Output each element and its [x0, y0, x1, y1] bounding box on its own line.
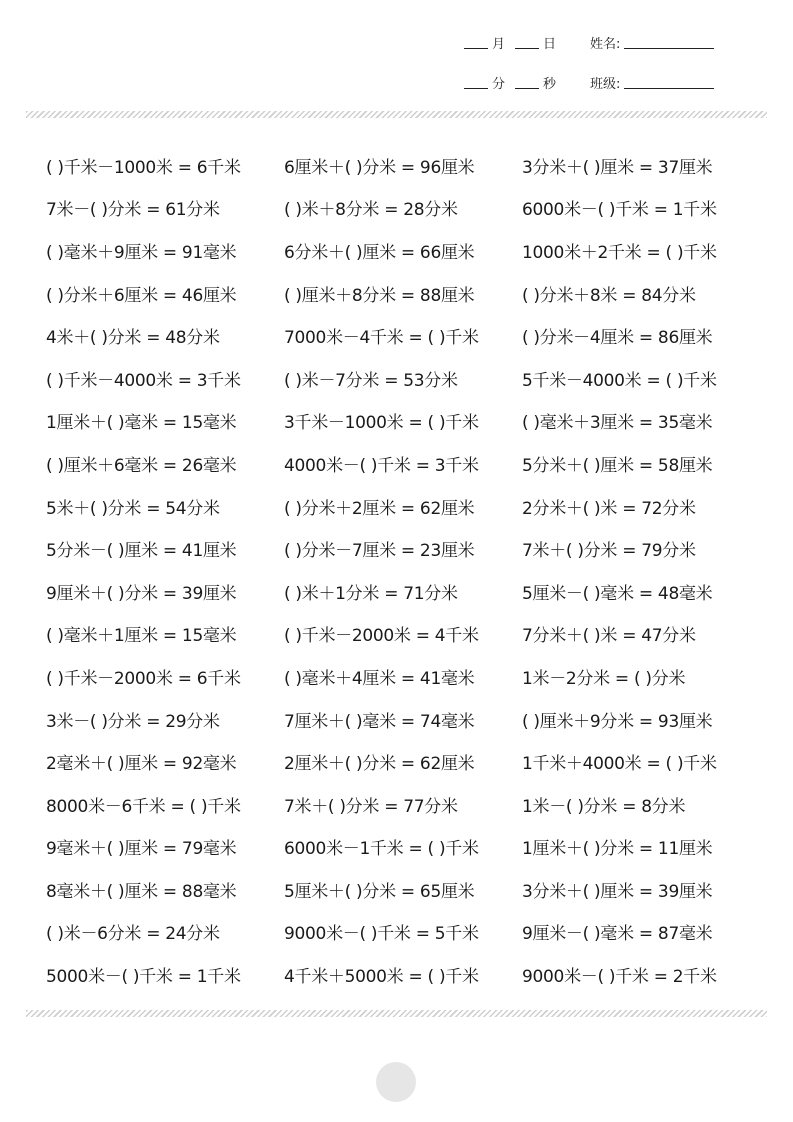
day-blank[interactable] — [515, 36, 539, 49]
problem-item: 6000米－1千米 = ( )千米 — [284, 839, 479, 860]
problem-item: 5分米－( )厘米 = 41厘米 — [46, 541, 237, 562]
problem-item: 8000米－6千米 = ( )千米 — [46, 796, 241, 817]
problem-item: ( )千米－2000米 = 4千米 — [284, 626, 479, 647]
problem-item: 5千米－4000米 = ( )千米 — [522, 370, 717, 391]
problem-item: ( )米＋8分米 = 28分米 — [284, 200, 458, 221]
problem-item: 4000米－( )千米 = 3千米 — [284, 455, 479, 476]
problem-item: 1千米＋4000米 = ( )千米 — [522, 754, 717, 775]
problem-item: ( )千米－1000米 = 6千米 — [46, 157, 241, 178]
problem-item: 7厘米＋( )毫米 = 74毫米 — [284, 711, 475, 732]
problem-item: 1米－2分米 = ( )分米 — [522, 668, 686, 689]
problem-item: 3分米＋( )厘米 = 39厘米 — [522, 881, 713, 902]
problem-item: 3千米－1000米 = ( )千米 — [284, 413, 479, 434]
second-blank[interactable] — [515, 76, 539, 89]
problem-item: 7米－( )分米 = 61分米 — [46, 200, 220, 221]
problem-item: ( )毫米＋9厘米 = 91毫米 — [46, 242, 237, 263]
problem-item: 7000米－4千米 = ( )千米 — [284, 328, 479, 349]
class-label: 班级: — [590, 77, 621, 92]
day-label: 日 — [543, 37, 557, 52]
problem-item: 9毫米＋( )厘米 = 79毫米 — [46, 839, 237, 860]
top-divider — [26, 111, 767, 118]
problem-item: 4米＋( )分米 = 48分米 — [46, 328, 220, 349]
problem-item: 7分米＋( )米 = 47分米 — [522, 626, 696, 647]
problem-item: 1厘米＋( )毫米 = 15毫米 — [46, 413, 237, 434]
problem-item: ( )分米＋8米 = 84分米 — [522, 285, 696, 306]
problem-item: ( )毫米＋1厘米 = 15毫米 — [46, 626, 237, 647]
problem-item: 5米＋( )分米 = 54分米 — [46, 498, 220, 519]
problem-grid — [46, 144, 766, 996]
bottom-divider — [26, 1010, 767, 1017]
problem-item: 2分米＋( )米 = 72分米 — [522, 498, 696, 519]
problem-item: 9000米－( )千米 = 5千米 — [284, 924, 479, 945]
problem-item: 6厘米＋( )分米 = 96厘米 — [284, 157, 475, 178]
problem-item: 9厘米－( )毫米 = 87毫米 — [522, 924, 713, 945]
problem-item: ( )分米＋6厘米 = 46厘米 — [46, 285, 237, 306]
problem-item: 2厘米＋( )分米 = 62厘米 — [284, 754, 475, 775]
problem-item: ( )千米－2000米 = 6千米 — [46, 668, 241, 689]
problem-item: 7米＋( )分米 = 77分米 — [284, 796, 458, 817]
minute-label: 分 — [492, 77, 506, 92]
problem-item: ( )厘米＋9分米 = 93厘米 — [522, 711, 713, 732]
problem-item: ( )毫米＋4厘米 = 41毫米 — [284, 668, 475, 689]
problem-item: 3分米＋( )厘米 = 37厘米 — [522, 157, 713, 178]
problem-item: 5厘米－( )毫米 = 48毫米 — [522, 583, 713, 604]
month-blank[interactable] — [464, 36, 488, 49]
minute-blank[interactable] — [464, 76, 488, 89]
problem-item: 3米－( )分米 = 29分米 — [46, 711, 220, 732]
problem-item: 1厘米＋( )分米 = 11厘米 — [522, 839, 713, 860]
problem-item: ( )米－6分米 = 24分米 — [46, 924, 220, 945]
name-label: 姓名: — [590, 37, 621, 52]
problem-item: 4千米＋5000米 = ( )千米 — [284, 967, 479, 988]
problem-item: ( )米－7分米 = 53分米 — [284, 370, 458, 391]
problem-item: 9厘米＋( )分米 = 39厘米 — [46, 583, 237, 604]
problem-item: ( )米＋1分米 = 71分米 — [284, 583, 458, 604]
month-label: 月 — [492, 37, 506, 52]
time-class-row — [464, 70, 718, 92]
problem-item: 6000米－( )千米 = 1千米 — [522, 200, 717, 221]
page-indicator-dot — [376, 1062, 416, 1102]
problem-item: 6分米＋( )厘米 = 66厘米 — [284, 242, 475, 263]
class-blank[interactable] — [624, 76, 714, 89]
second-label: 秒 — [543, 77, 557, 92]
problem-item: 8毫米＋( )厘米 = 88毫米 — [46, 881, 237, 902]
problem-item: 1000米＋2千米 = ( )千米 — [522, 242, 717, 263]
problem-item: 1米－( )分米 = 8分米 — [522, 796, 686, 817]
problem-item: 9000米－( )千米 = 2千米 — [522, 967, 717, 988]
problem-item: ( )厘米＋6毫米 = 26毫米 — [46, 455, 237, 476]
name-blank[interactable] — [624, 36, 714, 49]
problem-item: ( )分米＋2厘米 = 62厘米 — [284, 498, 475, 519]
problem-item: 5000米－( )千米 = 1千米 — [46, 967, 241, 988]
problem-item: 5厘米＋( )分米 = 65厘米 — [284, 881, 475, 902]
problem-item: 2毫米＋( )厘米 = 92毫米 — [46, 754, 237, 775]
problem-item: ( )分米－7厘米 = 23厘米 — [284, 541, 475, 562]
problem-item: ( )毫米＋3厘米 = 35毫米 — [522, 413, 713, 434]
problem-item: 5分米＋( )厘米 = 58厘米 — [522, 455, 713, 476]
problem-item: 7米＋( )分米 = 79分米 — [522, 541, 696, 562]
problem-item: ( )千米－4000米 = 3千米 — [46, 370, 241, 391]
problem-item: ( )分米－4厘米 = 86厘米 — [522, 328, 713, 349]
date-name-row — [464, 30, 718, 52]
problem-item: ( )厘米＋8分米 = 88厘米 — [284, 285, 475, 306]
